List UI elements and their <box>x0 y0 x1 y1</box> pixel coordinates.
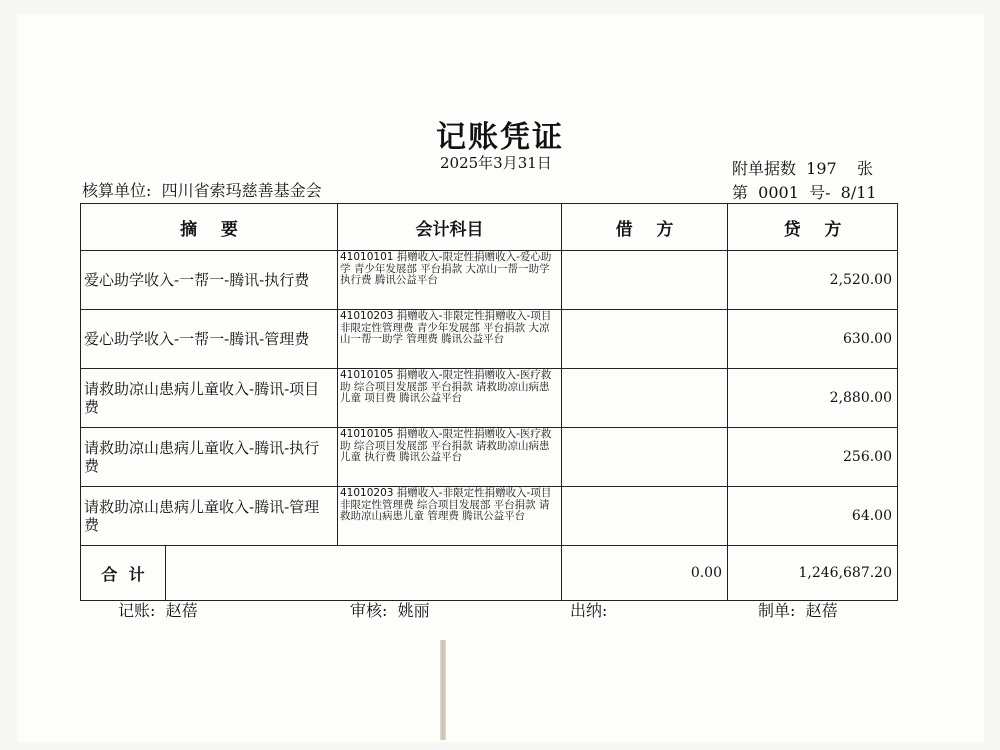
row-debit <box>562 310 728 369</box>
table-row <box>81 310 898 369</box>
total-label: 合 计 <box>81 546 166 600</box>
table-row <box>81 369 898 428</box>
bookkeeper-signature: 记账: 赵蓓 <box>118 601 198 620</box>
total-row <box>81 546 898 601</box>
voucher-table <box>80 203 898 601</box>
total-label-cell <box>81 546 562 601</box>
row-credit: 256.00 <box>728 428 898 487</box>
row-summary: 爱心助学收入-一帮一-腾讯-执行费 <box>81 251 338 310</box>
table-row <box>81 428 898 487</box>
reviewer-signature: 审核: 姚丽 <box>350 601 430 620</box>
row-subject: 41010105 捐赠收入-限定性捐赠收入-医疗救助 综合项目发展部 平台捐款 请救助凉山病患儿童 执行费 腾讯公益平台 <box>338 428 562 487</box>
row-subject: 41010203 捐赠收入-非限定性捐赠收入-项目非限定性管理费 综合项目发展部 平台捐款 请救助凉山病患儿童 管理费 腾讯公益平台 <box>338 487 562 546</box>
row-credit: 2,520.00 <box>728 251 898 310</box>
column-credit-header: 贷 方 <box>728 204 898 251</box>
accounting-unit: 核算单位: 四川省索玛慈善基金会 <box>82 181 322 200</box>
row-subject: 41010101 捐赠收入-限定性捐赠收入-爱心助学 青少年发展部 平台捐款 大凉山一帮一助学 执行费 腾讯公益平台 <box>338 251 562 310</box>
row-debit <box>562 251 728 310</box>
row-summary: 请救助凉山患病儿童收入-腾讯-管理费 <box>81 487 338 546</box>
table-header-row <box>81 204 898 251</box>
total-credit: 1,246,687.20 <box>728 546 898 601</box>
row-subject: 41010105 捐赠收入-限定性捐赠收入-医疗救助 综合项目发展部 平台捐款 请救助凉山病患儿童 项目费 腾讯公益平台 <box>338 369 562 428</box>
total-debit: 0.00 <box>562 546 728 601</box>
row-credit: 2,880.00 <box>728 369 898 428</box>
table-row <box>81 251 898 310</box>
row-debit <box>562 428 728 487</box>
attachment-count: 附单据数 197 张 <box>732 159 874 178</box>
row-debit <box>562 487 728 546</box>
row-summary: 请救助凉山患病儿童收入-腾讯-项目费 <box>81 369 338 428</box>
binding-thread-mark <box>440 640 446 740</box>
voucher-title: 记账凭证 <box>436 120 564 155</box>
row-credit: 64.00 <box>728 487 898 546</box>
row-summary: 爱心助学收入-一帮一-腾讯-管理费 <box>81 310 338 369</box>
voucher-number: 第 0001 号- 8/11 <box>732 183 877 202</box>
preparer-signature: 制单: 赵蓓 <box>758 601 838 620</box>
row-subject: 41010203 捐赠收入-非限定性捐赠收入-项目非限定性管理费 青少年发展部 平台捐款 大凉山一帮一助学 管理费 腾讯公益平台 <box>338 310 562 369</box>
row-debit <box>562 369 728 428</box>
column-summary-header: 摘 要 <box>81 204 338 251</box>
cashier-signature: 出纳: <box>570 601 608 620</box>
voucher-date: 2025年3月31日 <box>440 154 552 172</box>
column-subject-header: 会计科目 <box>338 204 562 251</box>
column-debit-header: 借 方 <box>562 204 728 251</box>
row-credit: 630.00 <box>728 310 898 369</box>
row-summary: 请救助凉山患病儿童收入-腾讯-执行费 <box>81 428 338 487</box>
table-row <box>81 487 898 546</box>
